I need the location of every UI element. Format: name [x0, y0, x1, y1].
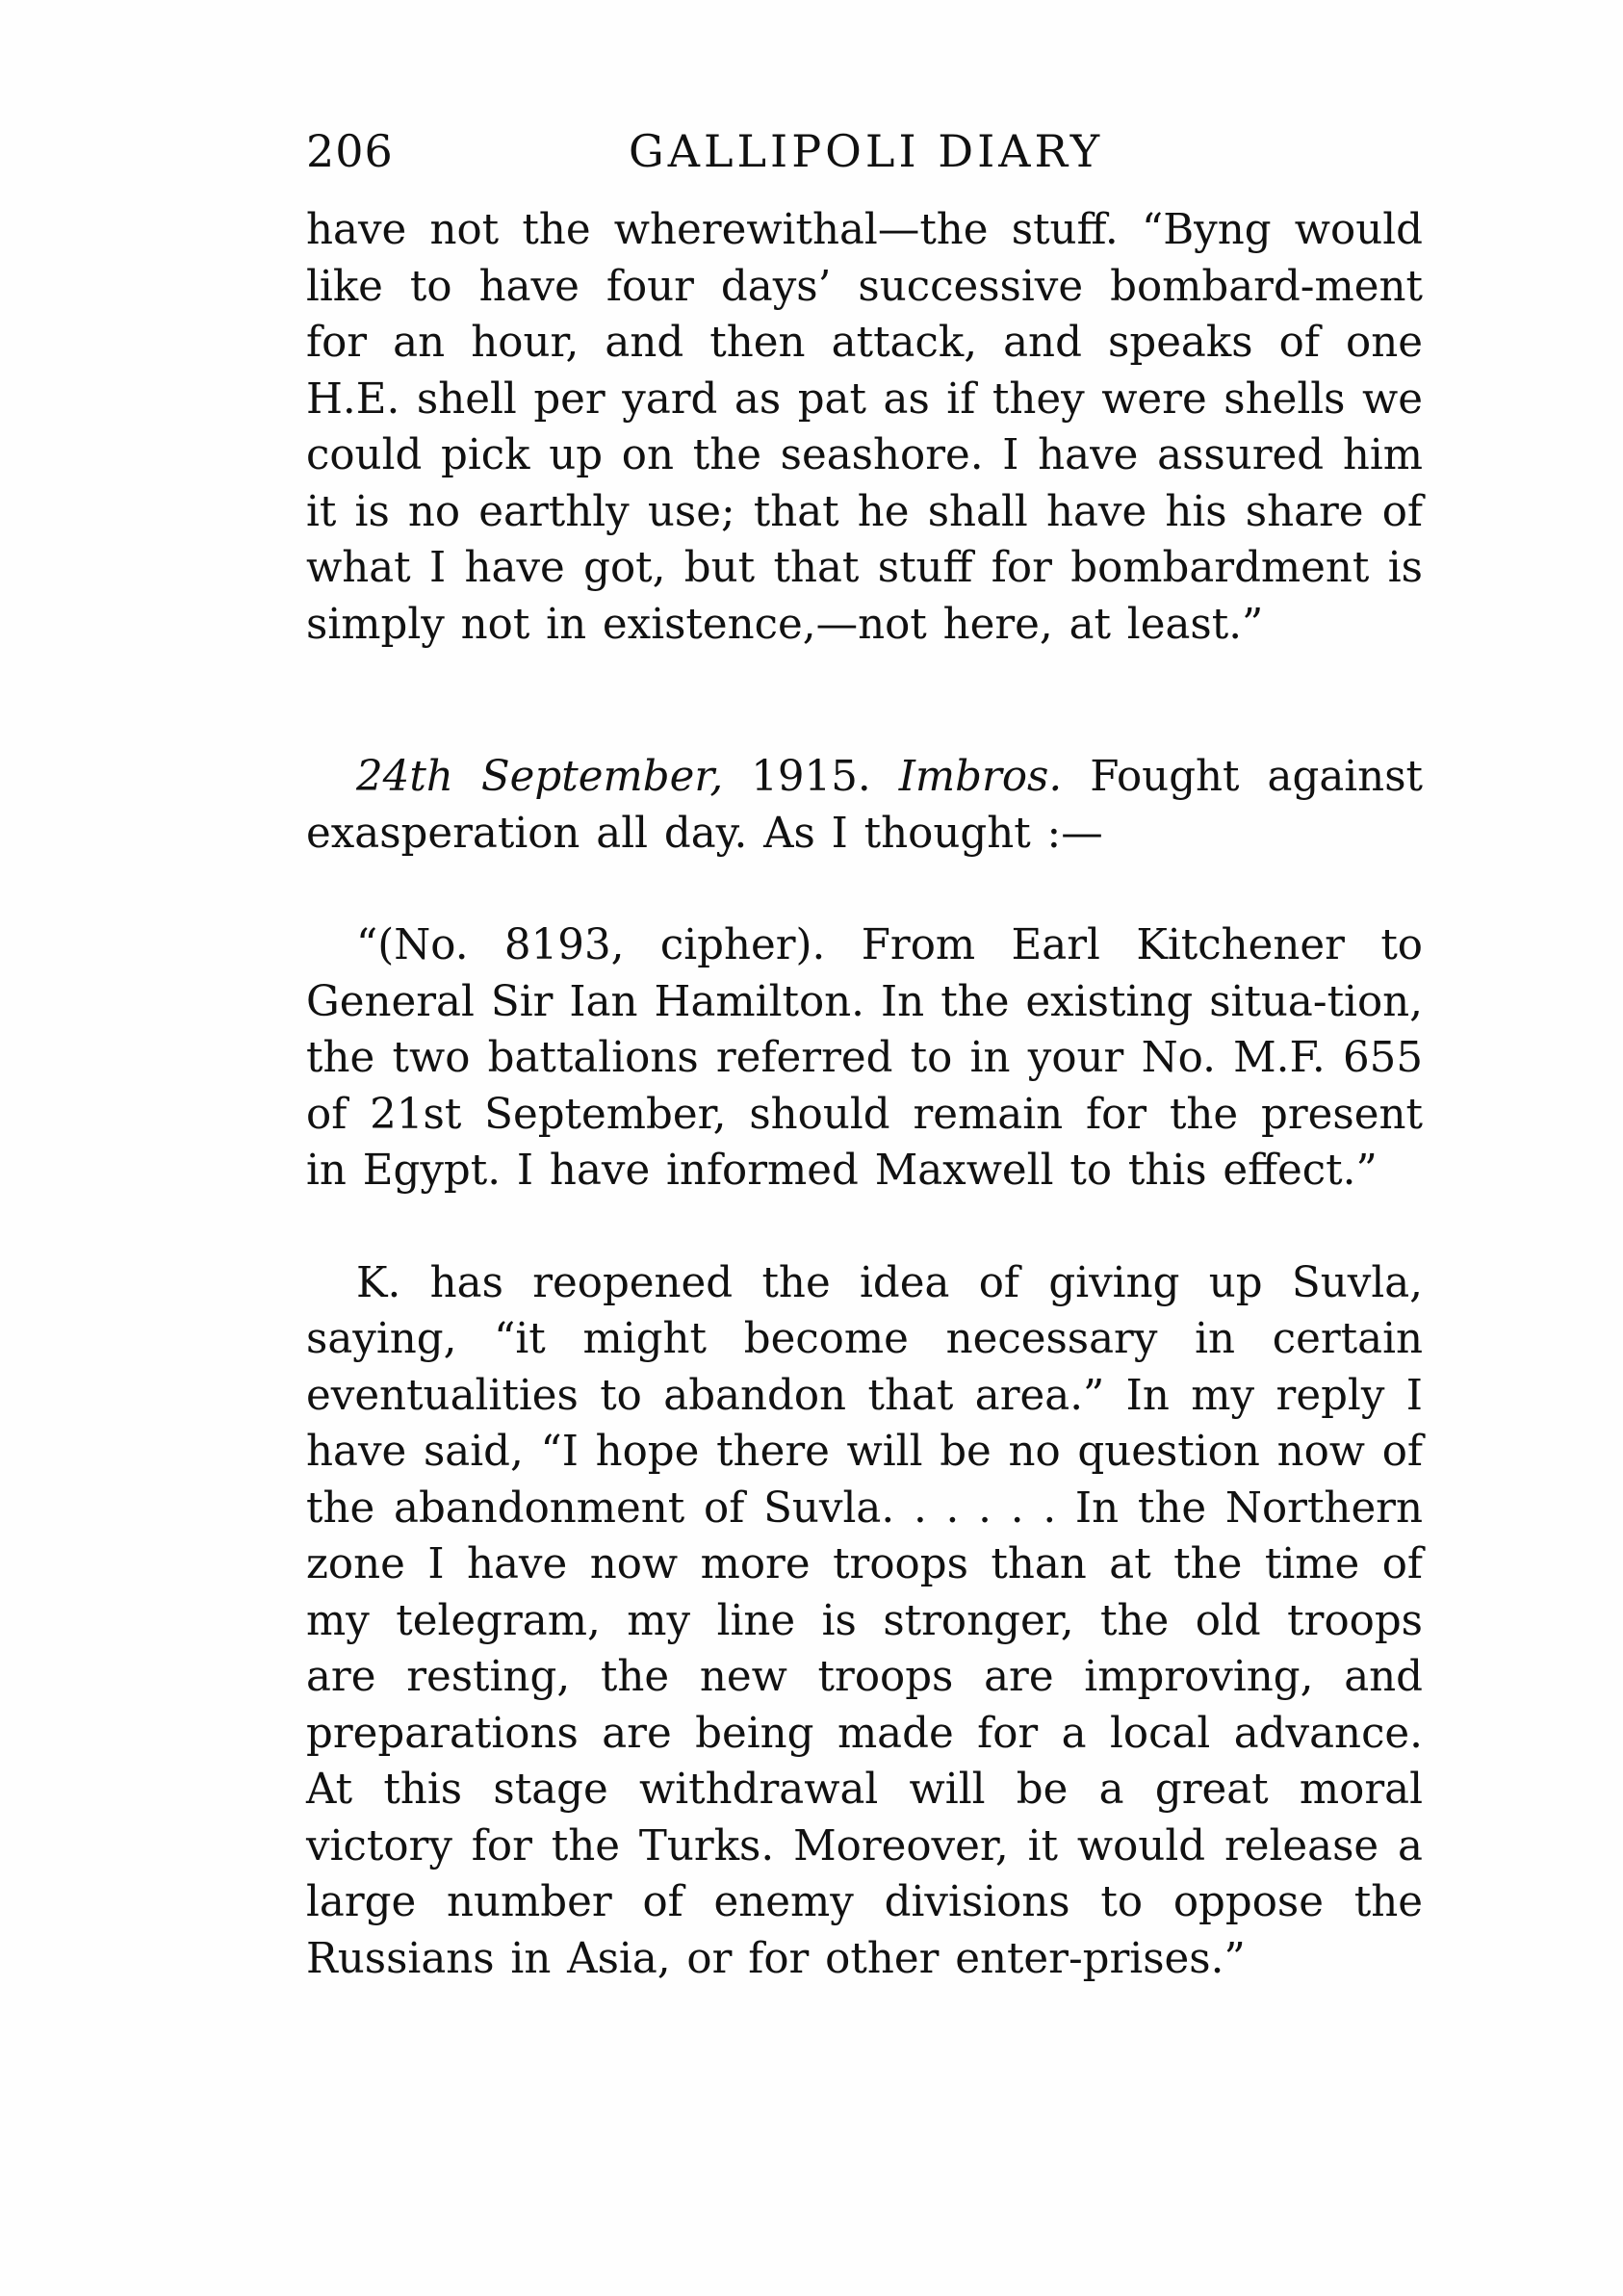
- diary-entry-paragraph: [306, 749, 1423, 862]
- running-title: GALLIPOLI DIARY: [629, 125, 1104, 177]
- page-body: [306, 202, 1423, 1987]
- entry-year: 1915.: [723, 753, 899, 801]
- entry-place: Imbros.: [898, 753, 1063, 801]
- page-number: 206: [306, 125, 394, 177]
- page-header: [306, 125, 1423, 183]
- entry-date: 24th September,: [356, 753, 724, 801]
- reply-paragraph: K. has reopened the idea of giving up Suvla, saying, “it might become necessary in certain eventualities to abandon that area.” In my reply I have said, “I hope there will be no question now of the abandonment of Suvla. . . . . . In the Northern zone I have now more troops than at the time of my telegram, my line is stronger, the old troops are resting, the new troops are improving, and preparations are being made for a local advance. At this stage withdrawal will be a great moral victory for the Turks. Moreover, it would release a large number of enemy divisions to oppose the Russians in Asia, or for other enter-prises.”: [306, 1258, 1423, 1983]
- telegram-quote-paragraph: “(No. 8193, cipher). From Earl Kitchener to General Sir Ian Hamilton. In the existing situa-tion, the two battalions referred to in your No. M.F. 655 of 21st September, should remain for the present in Egypt. I have informed Maxwell to this effect.”: [306, 921, 1423, 1195]
- entry-text: Fought against exasperation all day. As I thought :—: [306, 753, 1424, 858]
- continued-paragraph: have not the wherewithal—the stuff. “Byng would like to have four days’ successive bombard-ment for an hour, and then attack, and speaks of one H.E. shell per yard as pat as if they were shells we could pick up on the seashore. I have assured him it is no earthly use; that he shall have his share of what I have got, but that stuff for bombardment is simply not in existence,—not here, at least.”: [306, 206, 1423, 649]
